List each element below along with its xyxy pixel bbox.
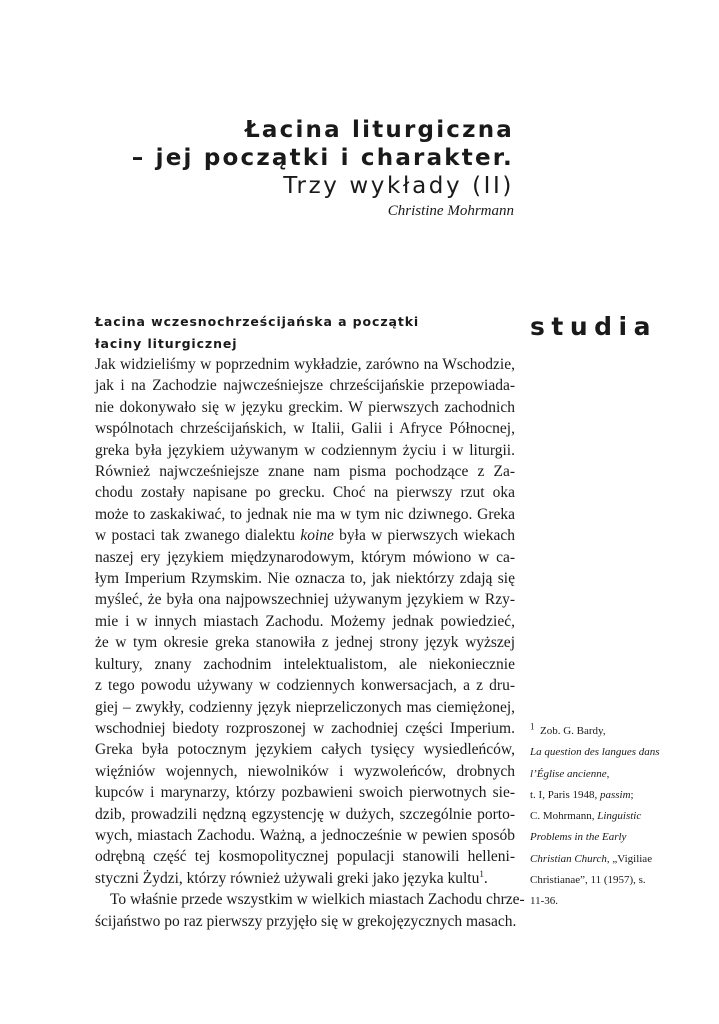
text-line: jak i na Zachodzie najwcześniejsze chrześcijańskie przepowiada-: [95, 377, 515, 395]
footnote-text: t. I, Paris 1948,: [530, 788, 598, 801]
footnote-line: [530, 764, 705, 785]
subheading-line-1: Łacina wczesnochrześcijańska a początki: [95, 314, 420, 329]
text-line: To właśnie przede wszystkim w wielkich miastach Zachodu chrze-: [110, 891, 525, 909]
article-title-line-3: Trzy wykłady (II): [283, 173, 514, 199]
text-line: odrębną część tej kosmopolitycznej populacji stanowili helleni-: [95, 848, 515, 866]
text-line: [95, 868, 515, 889]
text-fragment: była w pierwszych wiekach: [339, 527, 516, 545]
subheading: [95, 311, 515, 354]
text-line: dzib, prowadzili nędzną egzystencję w dużych, szczególnie porto-: [95, 805, 515, 823]
text-line: łym Imperium Rzymskim. Nie oznacza to, jak niektórzy zdają się: [95, 570, 515, 588]
footnote-text: ,: [606, 767, 610, 780]
text-line: Greka była potocznym językiem całych tysięcy wysiedleńców,: [95, 741, 515, 759]
footnote-text: l’Église ancienne: [530, 767, 607, 780]
text-line: myśleć, że była ona najpowszechniej używanym językiem w Rzy-: [95, 591, 515, 609]
footnote-line: Christianae”, 11 (1957), s.: [530, 874, 646, 887]
text-fragment: .: [483, 869, 488, 887]
text-line: naszej ery językiem międzynarodowym, którym mówiono w ca-: [95, 548, 515, 566]
text-line: że w tym okresie greka stanowiła z jednej strony język wyższej: [95, 634, 515, 652]
text-line: [95, 525, 515, 546]
footnote-text: Linguistic: [597, 810, 642, 823]
text-line: mie i w innych miastach Zachodu. Możemy jednak powiedzieć,: [95, 612, 515, 630]
footnote-marker: 1: [530, 721, 535, 732]
footnote-text: , „Vigiliae: [606, 852, 653, 865]
text-fragment: styczni Żydzi, którzy również używali greki jako języka kultu: [95, 869, 480, 887]
text-line: Również najwcześniejsze znane nam pisma pochodzące z Za-: [95, 463, 515, 481]
text-line: chodu zostały napisane po grecku. Choć na pierwszy rzut oka: [95, 484, 515, 502]
footnote-line: [530, 721, 705, 742]
text-line: z tego powodu używany w codziennych konwersacjach, a z dru-: [95, 677, 515, 695]
text-line: ścijaństwo po raz pierwszy przyjęło się w grekojęzycznych masach.: [95, 912, 517, 930]
footnote-line: [530, 806, 705, 827]
author-name: Christine Mohrmann: [387, 203, 514, 219]
footnote-reference[interactable]: 1: [479, 868, 484, 879]
text-line: wych, miastach Zachodu. Ważną, a jednocześnie w pewien sposób: [95, 826, 515, 844]
section-label: studia: [530, 312, 657, 341]
article-title-line-2: – jej początki i charakter.: [131, 145, 514, 171]
article-title-block: [74, 116, 514, 221]
text-line: Jak widzieliśmy w poprzednim wykładzie, zarówno na Wschodzie,: [95, 356, 515, 373]
text-line: wschodniej biedoty rozproszonej w zachodniej części Imperium.: [95, 719, 515, 737]
footnote-line: 11-36.: [530, 895, 559, 908]
italic-term-koine: koine: [300, 527, 334, 545]
paragraph-1: [95, 354, 515, 889]
text-line: więźniów wojennych, niewolników i wyzwoleńców, drobnych: [95, 762, 515, 780]
text-line: może to zaskakiwać, to jednak nie ma w tym nic dziwnego. Greka: [95, 505, 515, 523]
text-line: nie dokonywało się w języku greckim. W pierwszych zachodnich: [95, 398, 515, 416]
footnote-text: ;: [630, 788, 634, 801]
text-line: kultury, znany zachodnim intelektualistom, ale niekoniecznie: [95, 655, 515, 673]
subheading-line-2: łaciny liturgicznej: [95, 335, 238, 351]
footnote-line: La question des langues dans: [530, 746, 660, 759]
text-line: giej – zwykły, codzienny język nieprzeliczonych mas ciemiężonej,: [95, 698, 515, 716]
footnote-text: passim: [599, 788, 631, 801]
footnote-text: Christian Church: [530, 852, 607, 865]
footnote: [530, 721, 705, 913]
article-title-line-1: Łacina liturgiczna: [244, 117, 514, 143]
main-text-column: [95, 311, 525, 932]
footnote-text: C. Mohrmann,: [530, 810, 595, 823]
footnote-line: Problems in the Early: [530, 831, 627, 844]
paragraph-2: [95, 889, 525, 932]
text-line: wspólnotach chrześcijańskich, w Italii, Galii i Afryce Północnej,: [95, 420, 515, 438]
footnote-text: Zob. G. Bardy,: [540, 725, 606, 737]
text-fragment: w postaci tak zwanego dialektu: [95, 527, 296, 545]
text-line: kupców i marynarzy, którzy pozbawieni swoich pierwotnych sie-: [95, 784, 515, 802]
text-line: greka była językiem używanym w codziennym życiu i w liturgii.: [95, 441, 515, 459]
footnote-line: [530, 785, 705, 806]
footnote-line: [530, 849, 705, 870]
